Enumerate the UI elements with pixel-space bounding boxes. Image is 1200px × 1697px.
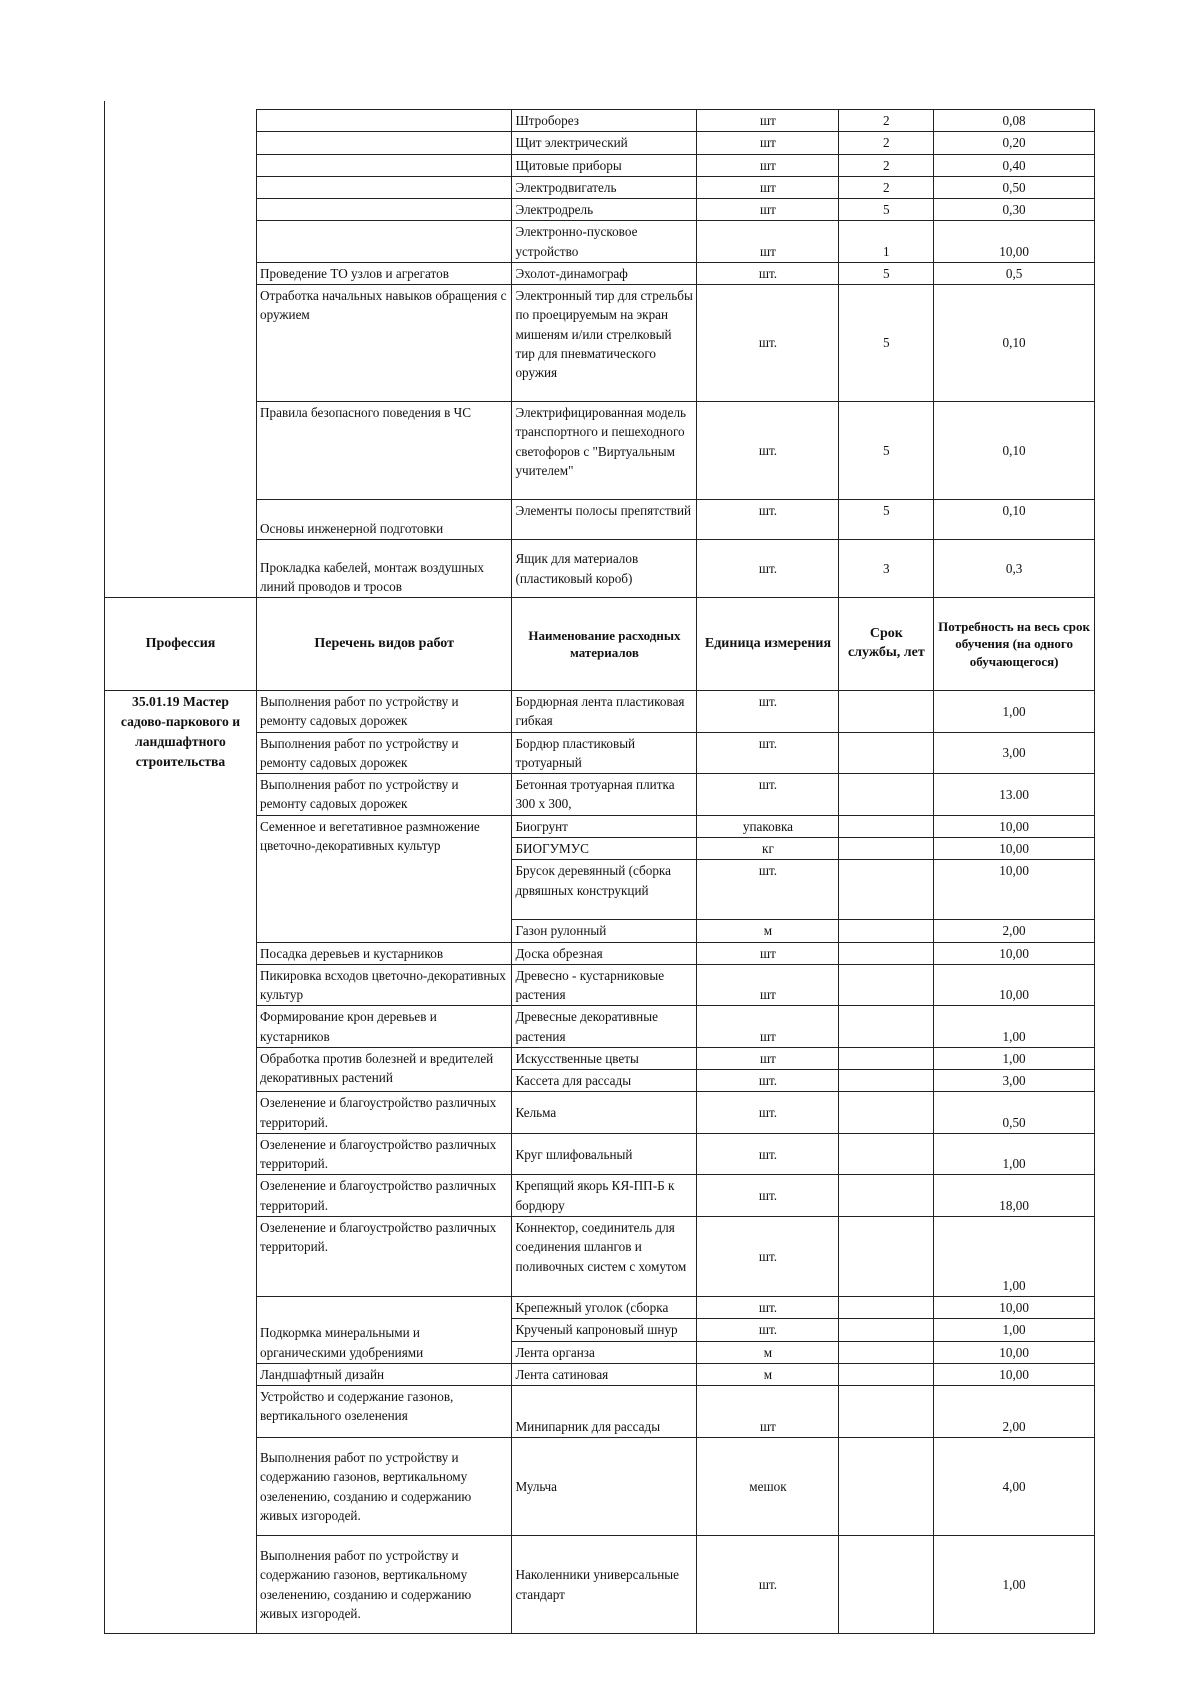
header-need: Потребность на весь срок обучения (на одного обучающегося) — [934, 598, 1095, 691]
unit-cell: шт — [697, 1006, 839, 1048]
unit-cell: шт — [697, 221, 839, 263]
life-cell: 5 — [839, 285, 934, 402]
work-cell: Подкормка минеральными и органическими удобрениями — [256, 1296, 511, 1363]
need-cell: 4,00 — [934, 1438, 1095, 1536]
table-row — [105, 154, 1095, 176]
life-cell — [839, 1133, 934, 1175]
need-cell: 10,00 — [934, 1296, 1095, 1318]
work-cell: Посадка деревьев и кустарников — [256, 942, 511, 964]
need-cell: 10,00 — [934, 815, 1095, 837]
need-cell: 10,00 — [934, 860, 1095, 920]
unit-cell: шт. — [697, 1133, 839, 1175]
work-cell — [256, 110, 511, 132]
material-cell: Древесные декоративные растения — [512, 1006, 697, 1048]
material-cell: Лента органза — [512, 1341, 697, 1363]
profession-cell: 35.01.19 Мастер садово-паркового и ландшафтного строительства — [105, 691, 257, 1634]
material-cell: Электродвигатель — [512, 176, 697, 198]
work-cell: Выполнения работ по устройству и содержанию газонов, вертикальному озеленению, созданию и содержанию живых изгородей. — [256, 1536, 511, 1634]
work-cell: Выполнения работ по устройству и ремонту садовых дорожек — [256, 691, 511, 733]
unit-cell: шт. — [697, 1216, 839, 1296]
material-cell: Электронно-пусковое устройство — [512, 221, 697, 263]
unit-cell: кг — [697, 837, 839, 859]
need-cell: 10,00 — [934, 221, 1095, 263]
header-profession: Профессия — [105, 598, 257, 691]
life-cell — [839, 1438, 934, 1536]
life-cell: 5 — [839, 262, 934, 284]
unit-cell: шт. — [697, 732, 839, 774]
material-cell: Крепящий якорь КЯ-ПП-Б к бордюру — [512, 1175, 697, 1217]
material-cell: Электродрель — [512, 199, 697, 221]
life-cell: 3 — [839, 540, 934, 598]
need-cell: 0,08 — [934, 110, 1095, 132]
table-row — [105, 132, 1095, 154]
material-cell: Коннектор, соединитель для соединения шлангов и поливочных систем с хомутом — [512, 1216, 697, 1296]
material-cell: Кассета для рассады — [512, 1070, 697, 1092]
work-cell — [256, 221, 511, 263]
material-cell: Бордюрная лента пластиковая гибкая — [512, 691, 697, 733]
work-cell — [256, 132, 511, 154]
need-cell: 1,00 — [934, 1319, 1095, 1341]
life-cell — [839, 1070, 934, 1092]
life-cell: 2 — [839, 176, 934, 198]
life-cell — [839, 837, 934, 859]
unit-cell: шт — [697, 199, 839, 221]
life-cell — [839, 920, 934, 942]
table-row — [105, 540, 1095, 598]
life-cell — [839, 1092, 934, 1134]
unit-cell: шт. — [697, 1092, 839, 1134]
material-cell: Газон рулонный — [512, 920, 697, 942]
work-cell: Озеленение и благоустройство различных территорий. — [256, 1216, 511, 1296]
work-cell: Формирование крон деревьев и кустарников — [256, 1006, 511, 1048]
need-cell: 1,00 — [934, 1536, 1095, 1634]
material-cell: Щит электрический — [512, 132, 697, 154]
need-cell: 10,00 — [934, 1363, 1095, 1385]
life-cell — [839, 860, 934, 920]
unit-cell: шт. — [697, 774, 839, 816]
work-cell: Прокладка кабелей, монтаж воздушных линий проводов и тросов — [256, 540, 511, 598]
life-cell — [839, 942, 934, 964]
unit-cell: шт — [697, 110, 839, 132]
life-cell — [839, 774, 934, 816]
life-cell — [839, 1363, 934, 1385]
need-cell: 2,00 — [934, 1386, 1095, 1438]
life-cell — [839, 1386, 934, 1438]
need-cell: 0,10 — [934, 285, 1095, 402]
table-row — [105, 262, 1095, 284]
work-cell: Выполнения работ по устройству и ремонту садовых дорожек — [256, 774, 511, 816]
material-cell: Крепежный уголок (сборка — [512, 1296, 697, 1318]
need-cell: 0,30 — [934, 199, 1095, 221]
need-cell: 1,00 — [934, 1133, 1095, 1175]
unit-cell: шт. — [697, 500, 839, 540]
material-cell: Мульча — [512, 1438, 697, 1536]
unit-cell: шт — [697, 1386, 839, 1438]
unit-cell: м — [697, 1363, 839, 1385]
life-cell — [839, 1319, 934, 1341]
unit-cell: шт. — [697, 540, 839, 598]
table-row — [105, 285, 1095, 402]
life-cell — [839, 1341, 934, 1363]
unit-cell: м — [697, 1341, 839, 1363]
material-cell: Брусок деревянный (сборка дрвяшных конструкций — [512, 860, 697, 920]
unit-cell: шт — [697, 176, 839, 198]
work-cell: Выполнения работ по устройству и содержанию газонов, вертикальному озеленению, созданию и содержанию живых изгородей. — [256, 1438, 511, 1536]
need-cell: 10,00 — [934, 964, 1095, 1006]
unit-cell: шт. — [697, 1319, 839, 1341]
need-cell: 10,00 — [934, 1341, 1095, 1363]
work-cell: Обработка против болезней и вредителей декоративных растений — [256, 1047, 511, 1092]
material-cell: Древесно - кустарниковые растения — [512, 964, 697, 1006]
table-row — [105, 500, 1095, 540]
need-cell: 1,00 — [934, 691, 1095, 733]
material-cell: Бетонная тротуарная плитка 300 х 300, — [512, 774, 697, 816]
material-cell: Штроборез — [512, 110, 697, 132]
life-cell — [839, 815, 934, 837]
need-cell: 3,00 — [934, 1070, 1095, 1092]
unit-cell: мешок — [697, 1438, 839, 1536]
need-cell: 1,00 — [934, 1047, 1095, 1069]
life-cell: 2 — [839, 132, 934, 154]
need-cell: 1,00 — [934, 1006, 1095, 1048]
material-cell: Эхолот-динамограф — [512, 262, 697, 284]
need-cell: 0,10 — [934, 500, 1095, 540]
work-cell — [256, 154, 511, 176]
unit-cell: шт. — [697, 1070, 839, 1092]
table-row — [105, 221, 1095, 263]
header-unit: Единица измерения — [697, 598, 839, 691]
material-cell: Лента сатиновая — [512, 1363, 697, 1385]
unit-cell: шт — [697, 964, 839, 1006]
material-cell: Электрифицированная модель транспортного и пешеходного светофоров с "Виртуальным учителем" — [512, 402, 697, 500]
materials-table — [104, 109, 1095, 1634]
work-cell — [256, 199, 511, 221]
unit-cell: шт. — [697, 691, 839, 733]
material-cell: БИОГУМУС — [512, 837, 697, 859]
need-cell: 0,20 — [934, 132, 1095, 154]
material-cell: Наколенники универсальные стандарт — [512, 1536, 697, 1634]
life-cell — [839, 732, 934, 774]
work-cell: Озеленение и благоустройство различных территорий. — [256, 1133, 511, 1175]
life-cell — [839, 691, 934, 733]
table-row — [105, 199, 1095, 221]
life-cell — [839, 1296, 934, 1318]
unit-cell: шт. — [697, 402, 839, 500]
life-cell — [839, 1175, 934, 1217]
material-cell: Искусственные цветы — [512, 1047, 697, 1069]
unit-cell: шт. — [697, 1296, 839, 1318]
need-cell: 0,10 — [934, 402, 1095, 500]
unit-cell: шт. — [697, 1536, 839, 1634]
header-material: Наименование расходных материалов — [512, 598, 697, 691]
life-cell: 2 — [839, 110, 934, 132]
work-cell: Правила безопасного поведения в ЧС — [256, 402, 511, 500]
life-cell — [839, 1047, 934, 1069]
material-cell: Минипарник для рассады — [512, 1386, 697, 1438]
header-life: Срок службы, лет — [839, 598, 934, 691]
need-cell: 18,00 — [934, 1175, 1095, 1217]
table-header-row — [105, 598, 1095, 691]
work-cell: Пикировка всходов цветочно-декоративных культур — [256, 964, 511, 1006]
unit-cell: шт. — [697, 262, 839, 284]
unit-cell: шт — [697, 154, 839, 176]
life-cell: 5 — [839, 500, 934, 540]
table-row — [105, 110, 1095, 132]
life-cell — [839, 1536, 934, 1634]
need-cell: 10,00 — [934, 837, 1095, 859]
need-cell: 0,3 — [934, 540, 1095, 598]
work-cell: Выполнения работ по устройству и ремонту садовых дорожек — [256, 732, 511, 774]
life-cell: 5 — [839, 199, 934, 221]
work-cell: Отработка начальных навыков обращения с оружием — [256, 285, 511, 402]
unit-cell: шт. — [697, 1175, 839, 1217]
material-cell: Электронный тир для стрельбы по проецируемым на экран мишеням и/или стрелковый тир для пневматического оружия — [512, 285, 697, 402]
work-cell: Озеленение и благоустройство различных территорий. — [256, 1175, 511, 1217]
material-cell: Бордюр пластиковый тротуарный — [512, 732, 697, 774]
material-cell: Ящик для материалов (пластиковый короб) — [512, 540, 697, 598]
need-cell: 0,50 — [934, 176, 1095, 198]
need-cell: 0,40 — [934, 154, 1095, 176]
material-cell: Биогрунт — [512, 815, 697, 837]
header-works: Перечень видов работ — [256, 598, 511, 691]
work-cell: Семенное и вегетативное размножение цветочно-декоративных культур — [256, 815, 511, 942]
material-cell: Круг шлифовальный — [512, 1133, 697, 1175]
table-row — [105, 402, 1095, 500]
work-cell: Проведение ТО узлов и агрегатов — [256, 262, 511, 284]
life-cell: 5 — [839, 402, 934, 500]
unit-cell: шт. — [697, 860, 839, 920]
material-cell: Доска обрезная — [512, 942, 697, 964]
need-cell: 0,50 — [934, 1092, 1095, 1134]
need-cell: 13.00 — [934, 774, 1095, 816]
unit-cell: шт — [697, 132, 839, 154]
unit-cell: шт — [697, 942, 839, 964]
unit-cell: шт. — [697, 285, 839, 402]
material-cell: Кельма — [512, 1092, 697, 1134]
work-cell: Устройство и содержание газонов, вертикального озеленения — [256, 1386, 511, 1438]
need-cell: 1,00 — [934, 1216, 1095, 1296]
life-cell: 1 — [839, 221, 934, 263]
table-row — [105, 691, 1095, 733]
unit-cell: упаковка — [697, 815, 839, 837]
material-cell: Щитовые приборы — [512, 154, 697, 176]
need-cell: 0,5 — [934, 262, 1095, 284]
life-cell — [839, 1216, 934, 1296]
unit-cell: шт — [697, 1047, 839, 1069]
unit-cell: м — [697, 920, 839, 942]
work-cell: Ландшафтный дизайн — [256, 1363, 511, 1385]
life-cell: 2 — [839, 154, 934, 176]
material-cell: Крученый капроновый шнур — [512, 1319, 697, 1341]
material-cell: Элементы полосы препятствий — [512, 500, 697, 540]
work-cell: Основы инженерной подготовки — [256, 500, 511, 540]
need-cell: 2,00 — [934, 920, 1095, 942]
life-cell — [839, 1006, 934, 1048]
life-cell — [839, 964, 934, 1006]
need-cell: 3,00 — [934, 732, 1095, 774]
need-cell: 10,00 — [934, 942, 1095, 964]
table-row — [105, 176, 1095, 198]
work-cell: Озеленение и благоустройство различных территорий. — [256, 1092, 511, 1134]
work-cell — [256, 176, 511, 198]
